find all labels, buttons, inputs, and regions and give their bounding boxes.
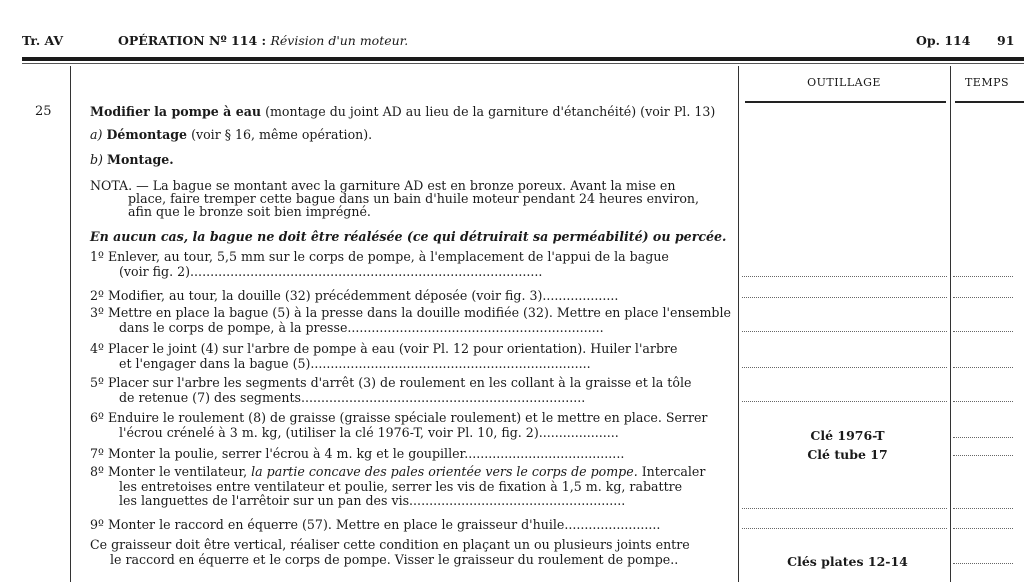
tools-dotline	[742, 401, 947, 402]
time-column-header: TEMPS	[964, 76, 1010, 89]
step-line: Monter le ventilateur,	[107, 464, 252, 479]
final-note	[90, 538, 735, 567]
nota-block	[90, 179, 735, 218]
step-line: (voir fig. 2)........................................................................................	[119, 263, 543, 279]
time-dotline	[953, 508, 1013, 509]
tools-dotline	[742, 528, 947, 529]
time-dotline	[953, 401, 1013, 402]
tools-dotline	[742, 508, 947, 509]
warning-text: En aucun cas, la bague ne doit être réalésée (ce qui détruirait sa perméabilité) ou percée.	[90, 229, 727, 244]
step-line-italic: la partie concave des pales orientée vers le corps de pompe.	[251, 464, 638, 479]
tool-step-6: Clé 1976-T	[810, 428, 885, 443]
tools-dotline	[742, 297, 947, 298]
step-line: Intercaler	[637, 464, 706, 479]
subsection-b-label: b)	[90, 152, 103, 167]
step-4	[90, 342, 735, 371]
step-line: Monter le raccord en équerre (57). Mettre en place le graisseur d'huile........................	[107, 517, 661, 532]
time-dotline	[953, 437, 1013, 438]
step-line: dans le corps de pompe, à la presse................................................................	[119, 319, 604, 335]
step-line: Placer sur l'arbre les segments d'arrêt (3) de roulement en les collant à la graisse et la tôle	[107, 375, 692, 390]
tools-column-divider	[738, 66, 739, 582]
step-line: les languettes de l'arrêtoir sur un pan des vis......................................................	[119, 493, 626, 508]
operation-title: OPÉRATION Nº 114 :	[118, 33, 267, 48]
step-line: Enduire le roulement (8) de graisse (graisse spéciale roulement) et le mettre en place. Serrer	[107, 410, 708, 425]
step-5	[90, 376, 735, 405]
step-line: Placer le joint (4) sur l'arbre de pompe à eau (voir Pl. 12 pour orientation). Huiler l'arbre	[107, 341, 678, 356]
time-dotline	[953, 297, 1013, 298]
section-title	[90, 105, 735, 120]
time-dotline	[953, 367, 1013, 368]
final-note-line-2: le raccord en équerre et le corps de pompe. Visser le graisseur du roulement de pompe..	[110, 551, 679, 567]
time-dotline	[953, 276, 1013, 277]
step-3	[90, 306, 735, 335]
step-line: les entretoises entre ventilateur et poulie, serrer les vis de fixation à 1,5 m. kg, rabattre	[119, 478, 683, 494]
left-margin-line	[70, 66, 71, 582]
subsection-a-bold: Démontage	[106, 127, 188, 142]
time-dotline	[953, 331, 1013, 332]
step-number: 7º	[90, 446, 104, 461]
step-line: l'écrou crénelé à 3 m. kg, (utiliser la clé 1976-T, voir Pl. 10, fig. 2)....................	[119, 424, 619, 440]
nota-line-2: place, faire tremper cette bague dans un bain d'huile moteur pendant 24 heures environ,	[128, 191, 700, 206]
header-left-ref: Tr. AV	[22, 33, 64, 48]
time-header-underline	[955, 101, 1024, 103]
step-line: Enlever, au tour, 5,5 mm sur le corps de pompe, à l'emplacement de l'appui de la bague	[107, 249, 669, 264]
page-number: 91	[997, 33, 1015, 48]
time-dotline	[953, 563, 1013, 564]
tools-header-underline	[745, 101, 946, 103]
subsection-a-label: a)	[90, 127, 103, 142]
time-dotline	[953, 528, 1013, 529]
nota-line-1: NOTA. — La bague se montant avec la garniture AD est en bronze poreux. Avant la mise en	[90, 178, 676, 193]
step-number: 4º	[90, 341, 104, 356]
section-title-rest: (montage du joint AD au lieu de la garniture d'étanchéité) (voir Pl. 13)	[261, 104, 716, 119]
time-dotline	[953, 455, 1013, 456]
warning-note	[90, 230, 735, 245]
section-title-bold: Modifier la pompe à eau	[90, 104, 262, 119]
operation-subtitle: Révision d'un moteur.	[270, 33, 409, 48]
header-rule-thick	[22, 57, 1024, 61]
tools-column-header: OUTILLAGE	[807, 76, 881, 89]
subsection-b-bold: Montage.	[107, 152, 174, 167]
section-number: 25	[35, 104, 52, 119]
step-line: et l'engager dans la bague (5)......................................................................	[119, 355, 591, 371]
tools-dotline	[742, 367, 947, 368]
subsection-a-rest: (voir § 16, même opération).	[187, 127, 373, 142]
tool-step-7: Clé tube 17	[807, 447, 888, 462]
step-number: 9º	[90, 517, 104, 532]
time-column-divider	[950, 66, 951, 582]
step-1	[90, 250, 735, 279]
step-number: 1º	[90, 249, 104, 264]
subsection-a	[90, 128, 735, 143]
op-ref: Op. 114	[916, 33, 971, 48]
step-line: Mettre en place la bague (5) à la presse dans la douille modifiée (32). Mettre en place l'ensemble	[107, 305, 731, 320]
step-number: 2º	[90, 288, 104, 303]
header-rule-thin	[22, 63, 1024, 64]
step-8	[90, 465, 735, 509]
step-number: 6º	[90, 410, 104, 425]
page-title	[118, 33, 408, 48]
step-line: Modifier, au tour, la douille (32) précédemment déposée (voir fig. 3)...................	[107, 288, 619, 303]
step-number: 8º	[90, 464, 104, 479]
step-2	[90, 289, 735, 304]
step-7	[90, 447, 735, 462]
tools-dotline	[742, 276, 947, 277]
tool-final: Clés plates 12-14	[787, 554, 908, 569]
step-6	[90, 411, 735, 440]
step-9	[90, 518, 735, 533]
nota-line-3: afin que le bronze soit bien imprégné.	[128, 204, 371, 219]
step-line: Monter la poulie, serrer l'écrou à 4 m. kg et le goupiller........................................	[107, 446, 625, 461]
tools-dotline	[742, 331, 947, 332]
subsection-b	[90, 153, 735, 168]
step-number: 5º	[90, 375, 104, 390]
step-line: de retenue (7) des segments.......................................................................	[119, 389, 586, 405]
final-note-line-1: Ce graisseur doit être vertical, réaliser cette condition en plaçant un ou plusieurs joints entre	[90, 537, 690, 552]
step-number: 3º	[90, 305, 104, 320]
